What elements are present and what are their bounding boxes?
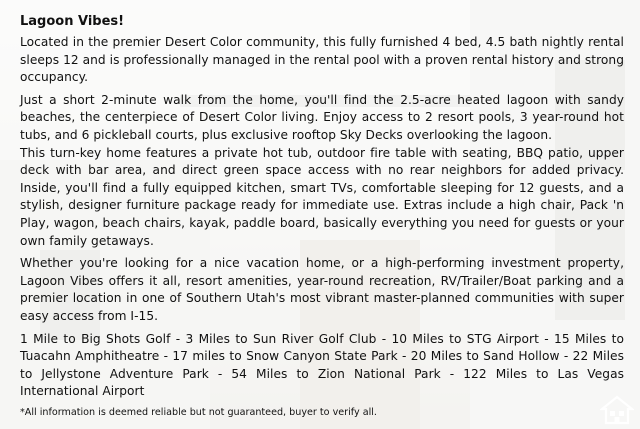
paragraph-features: This turn-key home features a private hot tub, outdoor fire table with seating, BBQ patio, upper deck with bar area, and direct green space access with no rear neighbors for added privacy. Inside, you'll find a fully equipped kitchen, smart TVs, comfortable sleeping for 12 guests, and a stylish, designer furniture package ready for immediate use. Extras include a high chair, Pack 'n Play, wagon, beach chairs, kayak, paddle board, basically everything you need for guests or your own family getaways. <box>20 145 624 248</box>
listing-description <box>20 12 624 420</box>
mls-house-logo-icon <box>600 395 634 425</box>
listing-title: Lagoon Vibes! <box>20 14 125 29</box>
paragraph-investment: Whether you're looking for a nice vacation home, or a high-performing investment property, Lagoon Vibes offers it all, resort amenities, year-round recreation, RV/Trailer/Boat parking and a premier location in one of Southern Utah's most vibrant master-planned communities with super easy access from I-15. <box>20 256 624 323</box>
disclaimer: *All information is deemed reliable but not guaranteed, buyer to verify all. <box>20 406 377 418</box>
paragraph-distances: 1 Mile to Big Shots Golf - 3 Miles to Sun River Golf Club - 10 Miles to STG Airport - 15 Miles to Tuacahn Amphitheatre - 17 miles to Snow Canyon State Park - 20 Miles to Sand Hollow - 22 Miles to Jellystone Adventure Park - 54 Miles to Zion National Park - 122 Miles to Las Vegas International Airport <box>20 331 624 399</box>
paragraph-intro: Located in the premier Desert Color community, this fully furnished 4 bed, 4.5 bath nightly rental sleeps 12 and is professionally managed in the rental pool with a proven rental history and strong occupancy. <box>20 35 624 85</box>
paragraph-lagoon: Just a short 2-minute walk from the home, you'll find the 2.5-acre heated lagoon with sandy beaches, the centerpiece of Desert Color living. Enjoy access to 2 resort pools, 3 year-round hot tubs, and 6 pickleball courts, plus exclusive rooftop Sky Decks overlooking the lagoon. <box>20 92 624 142</box>
